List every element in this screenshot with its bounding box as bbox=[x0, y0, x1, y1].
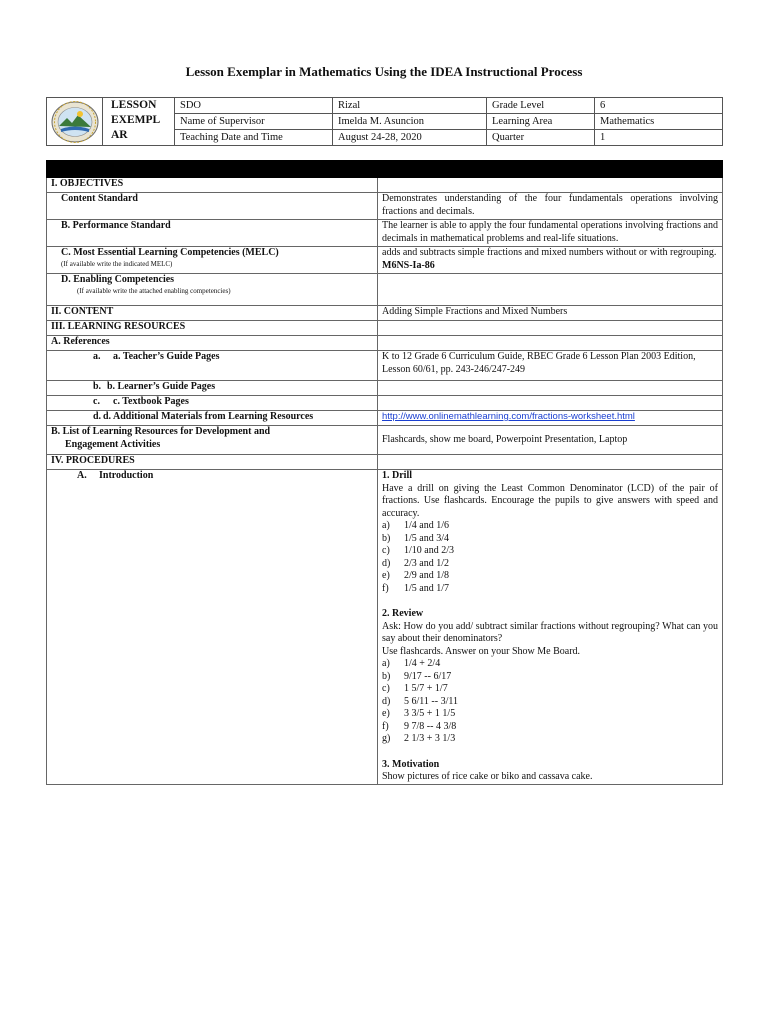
table-row bbox=[47, 306, 723, 321]
deped-seal-icon bbox=[50, 100, 100, 144]
enabling-label: D. Enabling Competencies bbox=[61, 274, 175, 285]
enabling-note: (If available write the attached enabling competencies) bbox=[77, 286, 231, 295]
lesson-label-line1: LESSON bbox=[111, 99, 157, 111]
list-item-text: 1/5 and 1/7 bbox=[404, 582, 449, 594]
additional-prefix: d. bbox=[93, 411, 102, 422]
list-item-text: 3 3/5 + 1 1/5 bbox=[404, 708, 456, 719]
supervisor-label: Name of Supervisor bbox=[175, 114, 333, 130]
teaching-date-value: August 24-28, 2020 bbox=[333, 130, 487, 146]
introduction-label bbox=[47, 470, 378, 785]
table-row bbox=[47, 336, 723, 351]
list-item bbox=[382, 545, 718, 558]
table-row bbox=[47, 381, 723, 396]
list-item-text: 9/17 -- 6/17 bbox=[404, 670, 452, 682]
list-item-text: 1/4 + 2/4 bbox=[404, 658, 441, 669]
learning-area-label: Learning Area bbox=[487, 114, 595, 130]
list-item-label: f) bbox=[382, 720, 389, 732]
learners-guide-prefix: b. bbox=[93, 381, 102, 392]
list-item bbox=[382, 583, 718, 596]
teachers-guide-label bbox=[47, 351, 378, 381]
table-row bbox=[47, 321, 723, 336]
list-item-text: 2/3 and 1/2 bbox=[404, 557, 449, 569]
supervisor-value: Imelda M. Asuncion bbox=[333, 114, 487, 130]
table-row bbox=[47, 351, 723, 381]
procedures-heading: IV. PROCEDURES bbox=[47, 455, 378, 470]
melc-code: M6NS-Ia-86 bbox=[382, 259, 435, 271]
drill-list bbox=[382, 520, 718, 595]
table-row bbox=[47, 193, 723, 220]
list-item-text: 1/4 and 1/6 bbox=[404, 520, 449, 531]
sdo-label: SDO bbox=[175, 98, 333, 114]
content-standard-label: Content Standard bbox=[47, 193, 378, 220]
lesson-label-line3: AR bbox=[111, 129, 128, 141]
lesson-table bbox=[46, 160, 723, 785]
list-item-label: a) bbox=[382, 658, 390, 669]
list-item-label: c) bbox=[382, 683, 390, 694]
references-heading: A. References bbox=[47, 336, 378, 351]
list-item-text: 1 5/7 + 1/7 bbox=[404, 683, 448, 694]
teachers-guide-text: a. Teacher’s Guide Pages bbox=[113, 351, 220, 362]
list-item-text: 1/5 and 3/4 bbox=[404, 532, 449, 544]
list-item-text: 1/10 and 2/3 bbox=[404, 545, 454, 556]
review-list bbox=[382, 658, 718, 746]
introduction-prefix: A. bbox=[77, 470, 87, 481]
table-row bbox=[47, 274, 723, 306]
drill-title: 1. Drill bbox=[382, 470, 412, 481]
teachers-guide-prefix: a. bbox=[93, 351, 101, 362]
motivation-text: Show pictures of rice cake or biko and cassava cake. bbox=[382, 771, 593, 782]
list-item-text: 2 1/3 + 3 1/3 bbox=[404, 733, 456, 744]
content-value: Adding Simple Fractions and Mixed Numbers bbox=[378, 306, 723, 321]
table-row bbox=[47, 426, 723, 455]
review-text: Ask: How do you add/ subtract similar fractions without regrouping? What can you say about their denominators? bbox=[382, 620, 718, 644]
worksheet-link[interactable]: http://www.onlinemathlearning.com/fractions-worksheet.html bbox=[382, 411, 635, 422]
learning-area-value: Mathematics bbox=[595, 114, 723, 130]
list-resources-label-2: Engagement Activities bbox=[65, 438, 161, 450]
textbook-prefix: c. bbox=[93, 396, 100, 407]
list-item bbox=[382, 721, 718, 734]
list-item bbox=[382, 683, 718, 696]
list-item-label: g) bbox=[382, 733, 391, 744]
list-item-label: e) bbox=[382, 708, 390, 719]
table-row bbox=[47, 455, 723, 470]
enabling-cell bbox=[47, 274, 378, 306]
table-row bbox=[47, 411, 723, 426]
table-row bbox=[47, 178, 723, 193]
list-item bbox=[382, 558, 718, 571]
lesson-exemplar-label bbox=[103, 98, 175, 146]
list-item-label: a) bbox=[382, 520, 390, 531]
list-resources-value: Flashcards, show me board, Powerpoint Presentation, Laptop bbox=[378, 426, 723, 455]
list-item-text: 2/9 and 1/8 bbox=[404, 570, 449, 581]
drill-text: Have a drill on giving the Least Common Denominator (LCD) of the pair of fractions. Use flashcards. Encourage the pupils to give answers with speed and accuracy. bbox=[382, 482, 718, 519]
table-row bbox=[47, 470, 723, 785]
melc-note: (If available write the indicated MELC) bbox=[61, 259, 173, 268]
header-table bbox=[46, 97, 723, 146]
grade-level-label: Grade Level bbox=[487, 98, 595, 114]
list-item-label: b) bbox=[382, 532, 391, 544]
introduction-text: Introduction bbox=[99, 470, 154, 481]
list-item bbox=[382, 708, 718, 721]
list-item bbox=[382, 520, 718, 533]
melc-value: adds and subtracts simple fractions and mixed numbers without or with regrouping. bbox=[382, 247, 717, 258]
document-title: Lesson Exemplar in Mathematics Using the IDEA Instructional Process bbox=[185, 64, 583, 79]
content-standard-value: Demonstrates understanding of the four fundamentals operations involving fractions and decimals. bbox=[378, 193, 723, 220]
list-item-label: d) bbox=[382, 557, 391, 569]
review-title: 2. Review bbox=[382, 608, 424, 619]
additional-materials-label bbox=[47, 411, 378, 426]
melc-cell bbox=[47, 247, 378, 274]
learners-guide-text: b. Learner’s Guide Pages bbox=[107, 381, 216, 392]
table-row bbox=[47, 247, 723, 274]
list-item-label: e) bbox=[382, 570, 390, 581]
teachers-guide-value: K to 12 Grade 6 Curriculum Guide, RBEC Grade 6 Lesson Plan 2003 Edition, Lesson 60/61, pp. 243-246/247-249 bbox=[378, 351, 723, 381]
list-item-label: b) bbox=[382, 670, 391, 682]
textbook-text: c. Textbook Pages bbox=[113, 396, 189, 407]
learning-resources-heading: III. LEARNING RESOURCES bbox=[47, 321, 378, 336]
additional-text: d. Additional Materials from Learning Resources bbox=[103, 411, 314, 422]
lesson-label-line2: EXEMPL bbox=[111, 114, 161, 126]
list-resources-cell bbox=[47, 426, 378, 455]
quarter-value: 1 bbox=[595, 130, 723, 146]
list-item bbox=[382, 696, 718, 709]
list-item bbox=[382, 533, 718, 546]
melc-value-cell bbox=[378, 247, 723, 274]
performance-standard-label: B. Performance Standard bbox=[47, 220, 378, 247]
content-heading: II. CONTENT bbox=[47, 306, 378, 321]
sdo-value: Rizal bbox=[333, 98, 487, 114]
teaching-date-label: Teaching Date and Time bbox=[175, 130, 333, 146]
melc-label: C. Most Essential Learning Competencies (MELC) bbox=[61, 247, 279, 258]
list-resources-label-1: B. List of Learning Resources for Development and bbox=[51, 426, 271, 437]
motivation-title: 3. Motivation bbox=[382, 758, 440, 770]
performance-standard-value: The learner is able to apply the four fundamental operations involving fractions and decimals in mathematical problems and real-life situations. bbox=[378, 220, 723, 247]
introduction-content bbox=[378, 470, 723, 785]
list-item-label: d) bbox=[382, 695, 391, 707]
list-item-text: 5 6/11 -- 3/11 bbox=[404, 695, 458, 707]
list-item bbox=[382, 671, 718, 684]
objectives-heading: I. OBJECTIVES bbox=[47, 178, 378, 193]
logo-cell bbox=[47, 98, 103, 146]
list-item bbox=[382, 733, 718, 746]
table-row bbox=[47, 220, 723, 247]
quarter-label: Quarter bbox=[487, 130, 595, 146]
review-text-2: Use flashcards. Answer on your Show Me Board. bbox=[382, 645, 581, 657]
table-header-bar bbox=[47, 161, 723, 178]
grade-level-value: 6 bbox=[595, 98, 723, 114]
textbook-label bbox=[47, 396, 378, 411]
table-row bbox=[47, 396, 723, 411]
list-item bbox=[382, 658, 718, 671]
list-item-label: f) bbox=[382, 582, 389, 594]
learners-guide-label bbox=[47, 381, 378, 396]
list-item-label: c) bbox=[382, 545, 390, 556]
list-item bbox=[382, 570, 718, 583]
list-item-text: 9 7/8 -- 4 3/8 bbox=[404, 720, 457, 732]
